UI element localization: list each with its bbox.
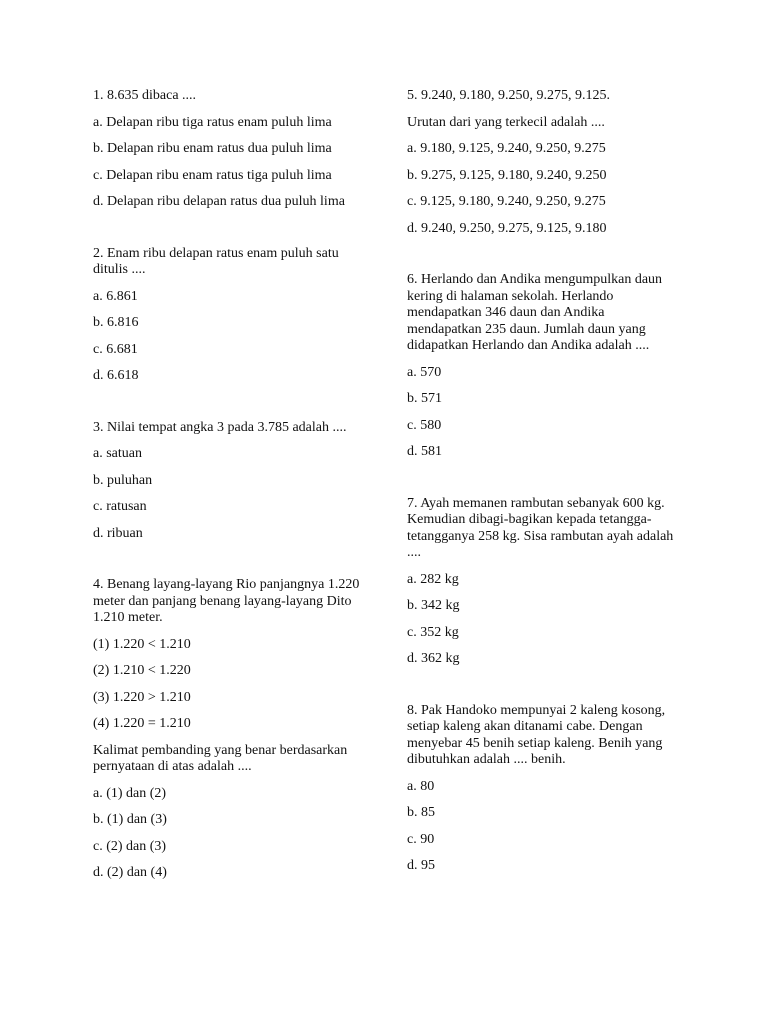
question-8-option-d: d. 95 [407, 858, 435, 873]
question-5-text: 5. 9.240, 9.180, 9.250, 9.275, 9.125. [407, 88, 610, 103]
question-3-option-c: c. ratusan [93, 499, 147, 514]
question-4-prompt: Kalimat pembanding yang benar berdasarkan pernyataan di atas adalah .... [93, 742, 348, 774]
question-5-option-d: d. 9.240, 9.250, 9.275, 9.125, 9.180 [407, 220, 607, 236]
question-6 [407, 272, 675, 461]
question-4-option-a: a. (1) dan (2) [93, 785, 167, 801]
question-7-option-b: b. 342 kg [407, 598, 460, 613]
question-4-statement-3: (3) 1.220 > 1.210 [93, 689, 191, 705]
question-2 [93, 246, 365, 385]
question-6-text: 6. Herlando dan Andika mengumpulkan daun kering di halaman sekolah. Herlando mendapatkan 346 daun dan Andika mendapatkan 235 daun. Jumlah daun yang didapatkan Herlando dan Andika adalah .... [407, 272, 663, 353]
question-5-option-a: a. 9.180, 9.125, 9.240, 9.250, 9.275 [407, 141, 606, 156]
question-3-text: 3. Nilai tempat angka 3 pada 3.785 adalah .... [93, 419, 347, 435]
question-8-option-c: c. 90 [407, 831, 435, 847]
question-4-statement-1: (1) 1.220 < 1.210 [93, 636, 191, 652]
question-2-option-d: d. 6.618 [93, 368, 139, 383]
question-2-text: 2. Enam ribu delapan ratus enam puluh satu ditulis .... [93, 245, 339, 277]
question-7-text: 7. Ayah memanen rambutan sebanyak 600 kg. Kemudian dibagi-bagikan kepada tetangga-tetangganya 258 kg. Sisa rambutan ayah adalah .... [407, 495, 674, 560]
question-5-option-c: c. 9.125, 9.180, 9.240, 9.250, 9.275 [407, 194, 606, 209]
question-4-statement-2: (2) 1.210 < 1.220 [93, 663, 191, 678]
question-1-option-b: b. Delapan ribu enam ratus dua puluh lima [93, 141, 332, 156]
question-1-text: 1. 8.635 dibaca .... [93, 88, 197, 103]
question-3-option-a: a. satuan [93, 446, 142, 461]
question-7-option-d: d. 362 kg [407, 651, 460, 666]
question-5 [407, 88, 675, 237]
question-1-option-d: d. Delapan ribu delapan ratus dua puluh lima [93, 194, 345, 209]
question-4-option-c: c. (2) dan (3) [93, 838, 167, 854]
right-column [407, 88, 675, 875]
question-2-option-a: a. 6.861 [93, 288, 138, 304]
question-3-option-b: b. puluhan [93, 472, 153, 488]
question-4-text: 4. Benang layang-layang Rio panjangnya 1.220 meter dan panjang benang layang-layang Dito 1.210 meter. [93, 577, 360, 625]
question-8-text: 8. Pak Handoko mempunyai 2 kaleng kosong, setiap kaleng akan ditanami cabe. Dengan menyebar 45 benih setiap kaleng. Benih yang dibutuhkan adalah .... benih. [407, 702, 666, 767]
question-6-option-b: b. 571 [407, 391, 442, 406]
question-6-option-d: d. 581 [407, 444, 442, 459]
question-1-option-a: a. Delapan ribu tiga ratus enam puluh lima [93, 114, 332, 130]
question-7 [407, 496, 675, 668]
question-3-option-d: d. ribuan [93, 525, 143, 541]
question-8-option-b: b. 85 [407, 805, 435, 820]
question-2-option-b: b. 6.816 [93, 315, 139, 330]
question-5-prompt: Urutan dari yang terkecil adalah .... [407, 114, 605, 130]
question-6-option-a: a. 570 [407, 364, 442, 380]
question-3 [93, 420, 365, 543]
question-4 [93, 577, 365, 882]
question-4-statement-4: (4) 1.220 = 1.210 [93, 716, 191, 731]
question-4-option-b: b. (1) dan (3) [93, 812, 167, 827]
question-2-option-c: c. 6.681 [93, 341, 138, 357]
question-1 [93, 88, 365, 211]
question-1-option-c: c. Delapan ribu enam ratus tiga puluh lima [93, 167, 332, 183]
question-4-option-d: d. (2) dan (4) [93, 865, 167, 880]
question-7-option-c: c. 352 kg [407, 624, 459, 640]
question-5-option-b: b. 9.275, 9.125, 9.180, 9.240, 9.250 [407, 167, 607, 183]
left-column [93, 88, 365, 882]
question-8 [407, 703, 675, 875]
question-7-option-a: a. 282 kg [407, 571, 459, 587]
question-8-option-a: a. 80 [407, 778, 435, 794]
question-6-option-c: c. 580 [407, 417, 442, 433]
